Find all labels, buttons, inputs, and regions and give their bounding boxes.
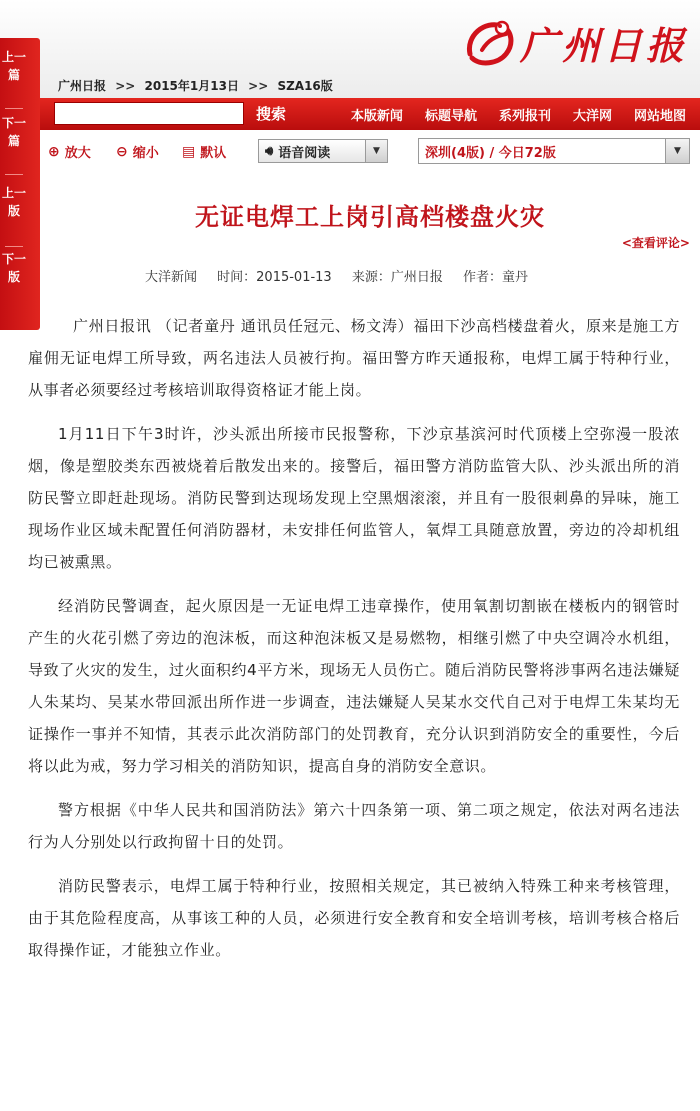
article-paragraph: 经消防民警调查，起火原因是一无证电焊工违章操作，使用氧割切割嵌在楼板内的钢管时产生的火花引燃了旁边的泡沫板，而这种泡沫板又是易燃物，相继引燃了中央空调冷水机组，导致了火灾的发生，过火面积约4平方米，现场无人员伤亡。随后消防民警将涉事两名违法嫌疑人朱某均、吴某水带回派出所作进一步调查，违法嫌疑人吴某水交代自己对于电焊工朱某均无证操作一事并不知情，其表示此次消防部门的处罚教育，充分认识到消防安全的重要性，今后将以此为戒，努力学习相关的消防知识，提高自身的消防安全意识。 bbox=[28, 597, 680, 775]
zoom-out-label: 缩小 bbox=[132, 146, 159, 161]
next-article-link[interactable]: 下一篇 bbox=[1, 116, 26, 148]
chevron-down-icon: ▼ bbox=[365, 140, 387, 162]
nav-links bbox=[329, 105, 686, 124]
article-title: 无证电焊工上岗引高档楼盘火灾 bbox=[195, 202, 545, 231]
article-paragraph: 1月11日下午3时许，沙头派出所接市民报警称，下沙京基滨河时代顶楼上空弥漫一股浓烟，像是塑胶类东西被烧着后散发出来的。接警后，福田警方消防监管大队、沙头派出所的消防民警立即赶赴现场。消防民警到达现场发现上空黑烟滚滚，并且有一股很刺鼻的异味，施工现场作业区域未配置任何消防器材，未安排任何监管人，氧焊工具随意放置，旁边的冷却机组均已被熏黑。 bbox=[28, 425, 680, 571]
nav-page-news[interactable]: 本版新闻 bbox=[350, 109, 403, 124]
logo-emblem-icon bbox=[462, 14, 518, 70]
next-page-link[interactable]: 下一版 bbox=[1, 252, 26, 284]
article-paragraph: 消防民警表示，电焊工属于特种行业，按照相关规定，其已被纳入特殊工种来考核管理，由于其危险程度高，从事该工种的人员，必须进行安全教育和安全培训考核，培训考核合格后取得操作证，才能独立作业。 bbox=[28, 877, 680, 959]
article-meta bbox=[145, 266, 542, 285]
article-author: 作者：童丹 bbox=[463, 270, 529, 285]
zoom-in-label: 放大 bbox=[64, 146, 91, 161]
zoom-out-button[interactable] bbox=[116, 142, 159, 161]
document-icon: ▤ bbox=[182, 143, 196, 160]
prev-page-link[interactable]: 上一版 bbox=[1, 186, 26, 218]
speaker-icon: 🔊︎ bbox=[265, 143, 274, 159]
side-divider bbox=[5, 108, 23, 109]
zoom-out-icon: ⊖ bbox=[116, 143, 128, 160]
breadcrumb-separator: >> bbox=[115, 79, 136, 93]
breadcrumb-date[interactable]: 2015年1月13日 bbox=[144, 79, 239, 93]
search-button[interactable]: 搜索 bbox=[256, 105, 287, 123]
logo-wordmark: 广州日报 bbox=[519, 22, 688, 68]
voice-reading-dropdown[interactable] bbox=[258, 139, 388, 163]
page-header bbox=[0, 0, 700, 98]
breadcrumb bbox=[58, 77, 333, 94]
main-navigation-bar bbox=[40, 98, 700, 130]
reading-toolbar bbox=[40, 130, 700, 176]
prev-article-link[interactable]: 上一篇 bbox=[1, 50, 26, 82]
zoom-in-button[interactable] bbox=[48, 142, 91, 161]
article-side-navigation bbox=[0, 38, 40, 330]
chevron-down-icon: ▼ bbox=[665, 139, 689, 163]
nav-series-publications[interactable]: 系列报刊 bbox=[498, 109, 551, 124]
guangzhou-daily-logo[interactable] bbox=[462, 14, 688, 70]
view-comments-link[interactable]: <查看评论> bbox=[621, 236, 690, 250]
article-source: 大洋新闻 bbox=[145, 270, 198, 285]
breadcrumb-separator: >> bbox=[248, 79, 269, 93]
breadcrumb-page[interactable]: SZA16版 bbox=[277, 79, 333, 93]
default-size-button[interactable] bbox=[182, 142, 226, 161]
default-size-label: 默认 bbox=[200, 146, 227, 161]
article-paragraph: 广州日报讯 （记者童丹 通讯员任冠元、杨文涛）福田下沙高档楼盘着火，原来是施工方雇佣无证电焊工所导致，两名违法人员被行拘。福田警方昨天通报称，电焊工属于特种行业，从事者必须要经过考核培训取得资格证才能上岗。 bbox=[28, 317, 680, 399]
nav-title-navigation[interactable]: 标题导航 bbox=[424, 109, 477, 124]
nav-sitemap[interactable]: 网站地图 bbox=[633, 109, 686, 124]
zoom-in-icon: ⊕ bbox=[48, 143, 60, 160]
nav-dayoo[interactable]: 大洋网 bbox=[572, 109, 612, 124]
article-origin: 来源：广州日报 bbox=[351, 270, 443, 285]
article-paragraph: 警方根据《中华人民共和国消防法》第六十四条第一项、第二项之规定，依法对两名违法行为人分别处以行政拘留十日的处罚。 bbox=[28, 801, 680, 851]
side-divider bbox=[5, 174, 23, 175]
article-time: 时间：2015-01-13 bbox=[217, 270, 332, 285]
edition-select[interactable] bbox=[418, 138, 690, 164]
voice-reading-label: 语音阅读 bbox=[278, 145, 331, 161]
breadcrumb-newspaper[interactable]: 广州日报 bbox=[58, 79, 107, 93]
search-input[interactable] bbox=[54, 102, 244, 125]
article-body bbox=[28, 310, 680, 978]
edition-selected-value: 深圳(4版) / 今日72版 bbox=[425, 145, 556, 161]
side-divider bbox=[5, 246, 23, 247]
